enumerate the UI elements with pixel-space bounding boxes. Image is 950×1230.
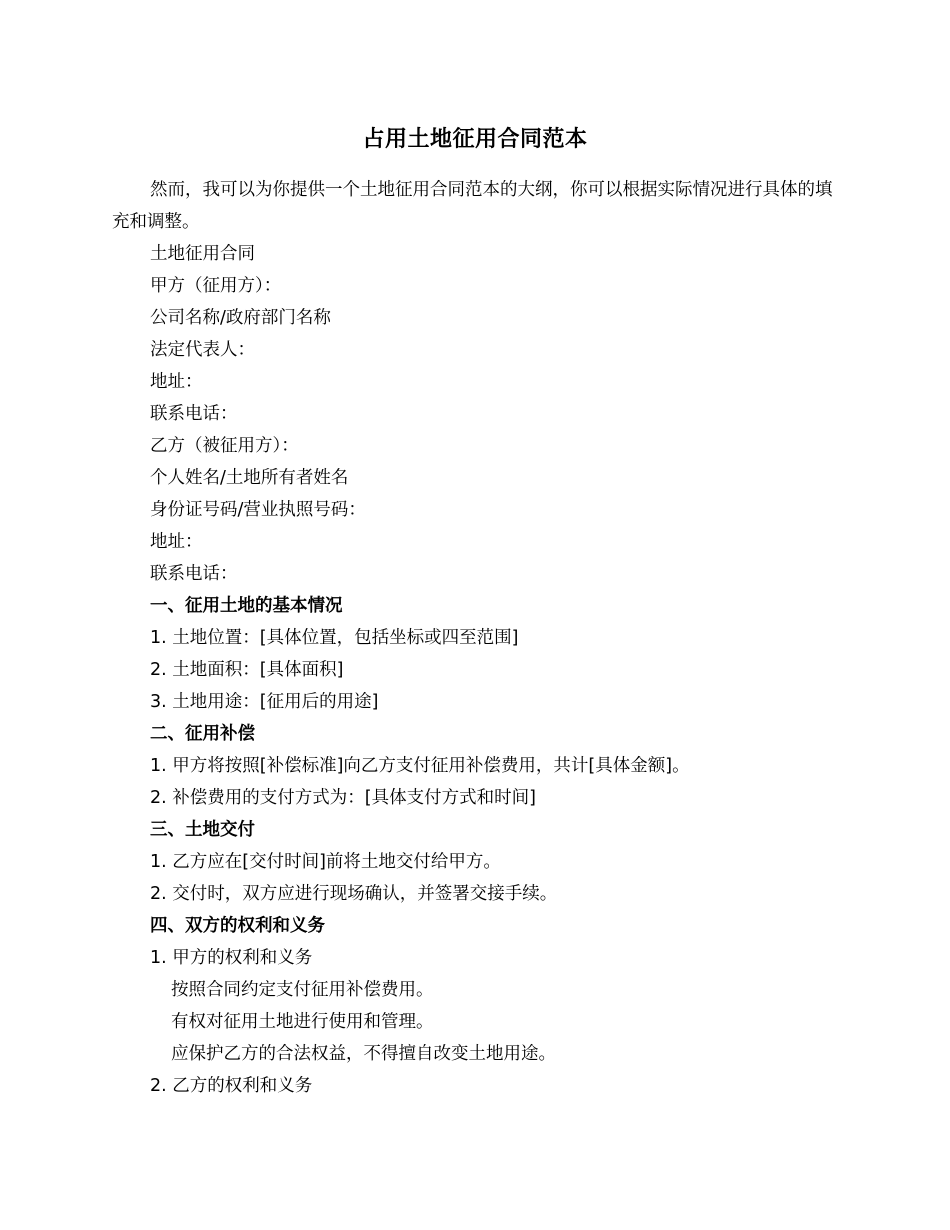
party-a-company: 公司名称/政府部门名称 <box>150 308 331 328</box>
list-item: 有权对征用土地进行使用和管理。 <box>171 1012 434 1032</box>
list-item: 3. 土地用途：[征用后的用途] <box>150 692 379 712</box>
party-a-address: 地址： <box>150 372 203 392</box>
party-a-phone: 联系电话： <box>150 404 238 424</box>
party-a-heading: 甲方（征用方）： <box>150 276 282 296</box>
document-body <box>112 174 842 1102</box>
party-b-phone: 联系电话： <box>150 564 238 584</box>
list-item: 1. 土地位置：[具体位置，包括坐标或四至范围] <box>150 628 519 648</box>
list-item: 1. 乙方应在[交付时间]前将土地交付给甲方。 <box>150 852 501 872</box>
list-item: 应保护乙方的合法权益，不得擅自改变土地用途。 <box>171 1044 556 1064</box>
list-item: 2. 土地面积：[具体面积] <box>150 660 344 680</box>
list-item: 2. 补偿费用的支付方式为：[具体支付方式和时间] <box>150 788 536 808</box>
party-b-heading: 乙方（被征用方）： <box>150 436 299 456</box>
intro-paragraph: 然而，我可以为你提供一个土地征用合同范本的大纲，你可以根据实际情况进行具体的填充和调整。 <box>112 180 833 232</box>
party-b-rights-heading: 2. 乙方的权利和义务 <box>150 1076 313 1096</box>
section-4-heading: 四、双方的权利和义务 <box>150 916 325 936</box>
party-b-name: 个人姓名/土地所有者姓名 <box>150 468 349 488</box>
section-3-heading: 三、土地交付 <box>150 820 255 840</box>
document-title: 占用土地征用合同范本 <box>362 127 588 152</box>
party-b-address: 地址： <box>150 532 203 552</box>
list-item: 2. 交付时，双方应进行现场确认，并签署交接手续。 <box>150 884 558 904</box>
party-a-rights-heading: 1. 甲方的权利和义务 <box>150 948 313 968</box>
section-1-heading: 一、征用土地的基本情况 <box>150 596 343 616</box>
section-2-heading: 二、征用补偿 <box>150 724 255 744</box>
list-item: 1. 甲方将按照[补偿标准]向乙方支付征用补偿费用，共计[具体金额]。 <box>150 756 690 776</box>
party-a-representative: 法定代表人： <box>150 340 255 360</box>
party-b-id-number: 身份证号码/营业执照号码： <box>150 500 366 520</box>
contract-name: 土地征用合同 <box>150 244 255 264</box>
list-item: 按照合同约定支付征用补偿费用。 <box>171 980 434 1000</box>
